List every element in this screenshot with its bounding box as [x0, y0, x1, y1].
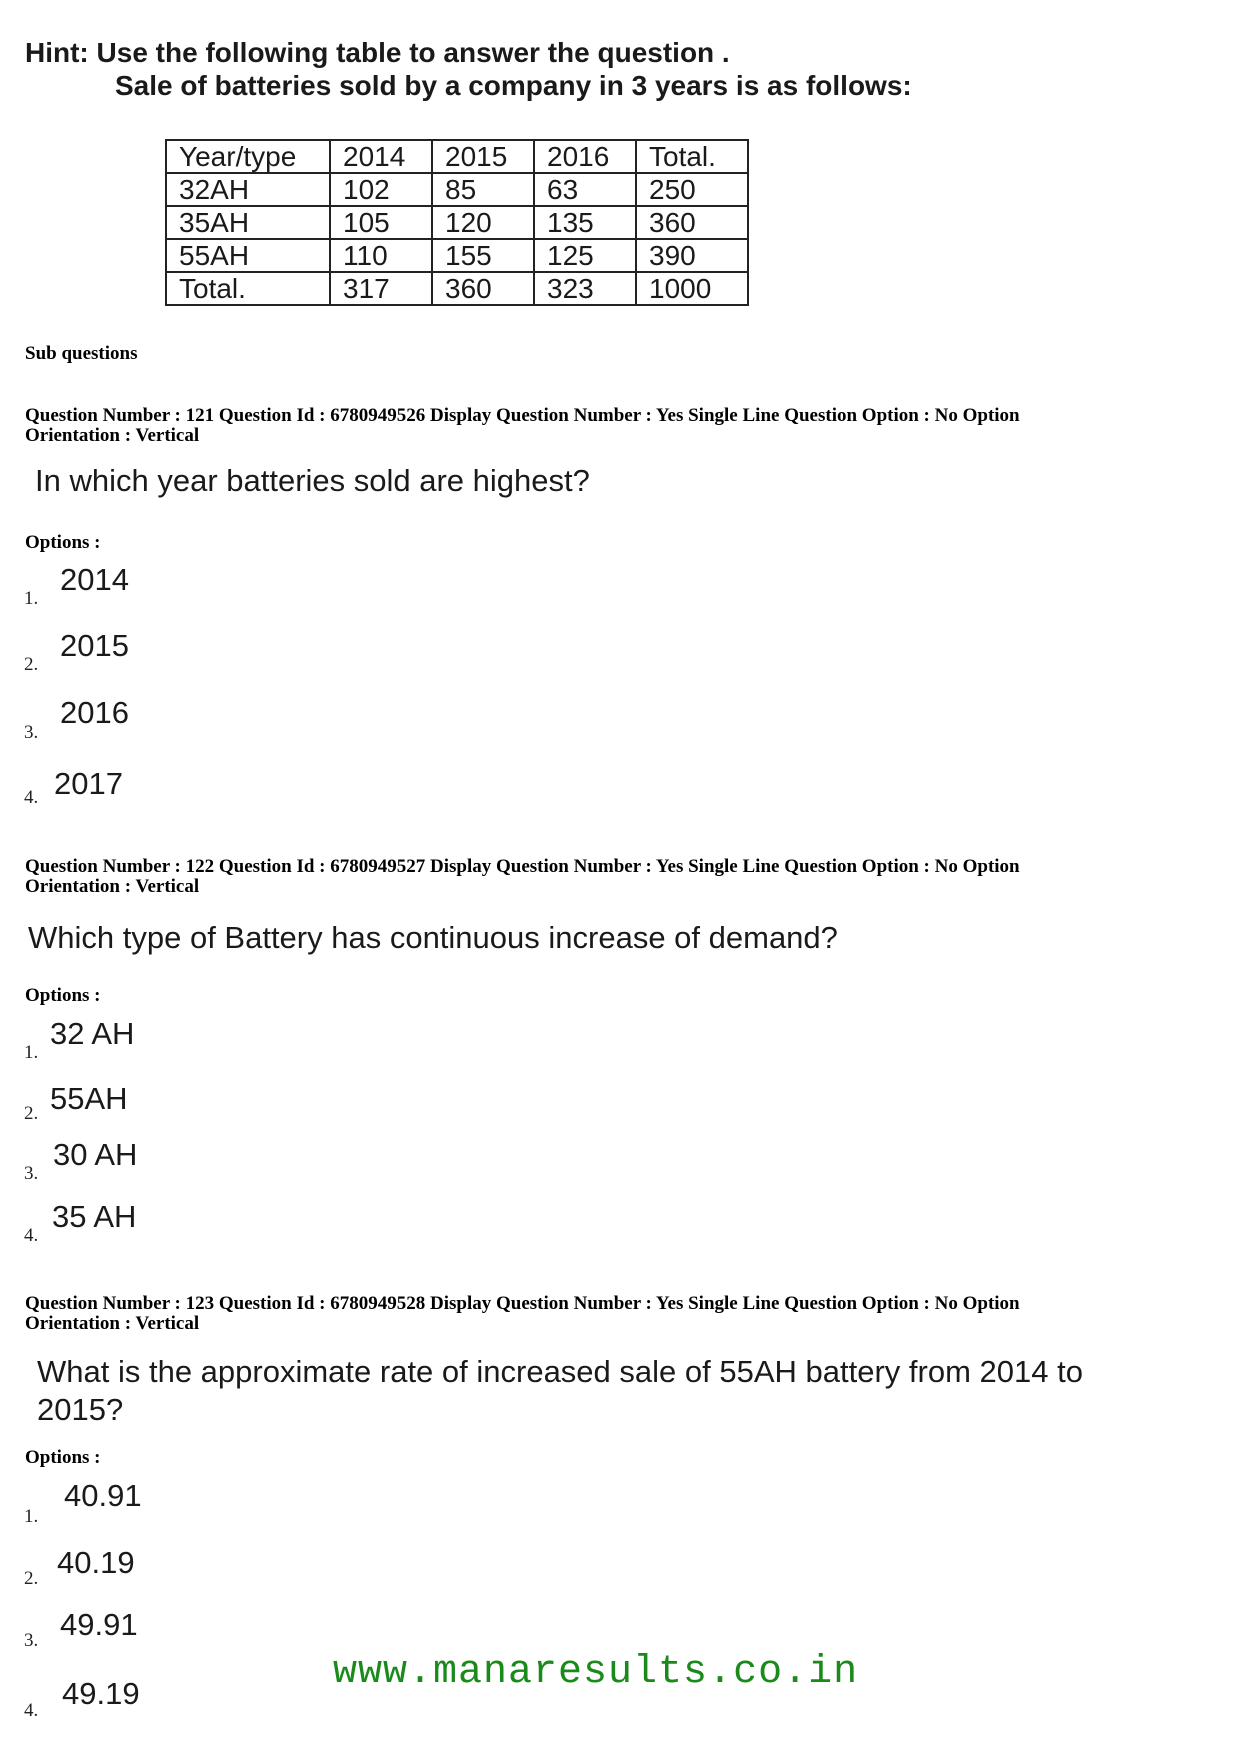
- table-row: [166, 272, 748, 305]
- options-label: Options :: [25, 532, 101, 553]
- options-label: Options :: [25, 985, 101, 1006]
- table-cell: Total.: [166, 272, 330, 305]
- option-number: 3.: [24, 1163, 39, 1184]
- question-meta-line-1: Question Number : 121 Question Id : 6780949526 Display Question Number : Yes Single Line Question Option : No Option: [25, 405, 1020, 426]
- option-number: 4.: [24, 787, 39, 808]
- option-number: 2.: [24, 654, 39, 675]
- hint-line-1: Hint: Use the following table to answer the question .: [25, 37, 730, 68]
- question-meta-line-2: Orientation : Vertical: [25, 1313, 200, 1334]
- option-value[interactable]: 30 AH: [53, 1137, 138, 1172]
- table-cell: 55AH: [166, 239, 330, 272]
- question-meta-line-1: Question Number : 123 Question Id : 6780949528 Display Question Number : Yes Single Line Question Option : No Option: [25, 1293, 1020, 1314]
- table-header-cell: Year/type: [166, 140, 330, 173]
- option-value[interactable]: 35 AH: [52, 1199, 137, 1234]
- option-number: 2.: [24, 1103, 39, 1124]
- question-text: Which type of Battery has continuous increase of demand?: [28, 920, 838, 955]
- hint-line-2: Sale of batteries sold by a company in 3 years is as follows:: [115, 70, 912, 101]
- option-value[interactable]: 2016: [60, 695, 129, 730]
- option-value[interactable]: 2017: [54, 766, 123, 801]
- table-cell: 63: [534, 173, 636, 206]
- table-row: [166, 239, 748, 272]
- table-cell: 135: [534, 206, 636, 239]
- option-value[interactable]: 40.91: [64, 1478, 142, 1513]
- option-value[interactable]: 49.19: [62, 1676, 140, 1711]
- table-cell: 35AH: [166, 206, 330, 239]
- option-value[interactable]: 49.91: [60, 1607, 138, 1642]
- question-meta-line-1: Question Number : 122 Question Id : 6780949527 Display Question Number : Yes Single Line Question Option : No Option: [25, 856, 1020, 877]
- table-cell: 250: [636, 173, 748, 206]
- website-watermark: www.manaresults.co.in: [333, 1650, 859, 1695]
- table-row: [166, 206, 748, 239]
- table-cell: 110: [330, 239, 432, 272]
- table-cell: 360: [432, 272, 534, 305]
- question-meta-line-2: Orientation : Vertical: [25, 876, 200, 897]
- option-number: 1.: [24, 588, 39, 609]
- table-cell: 1000: [636, 272, 748, 305]
- sub-questions-label: Sub questions: [25, 343, 138, 364]
- option-number: 1.: [24, 1042, 39, 1063]
- options-label: Options :: [25, 1447, 101, 1468]
- table-cell: 32AH: [166, 173, 330, 206]
- table-cell: 120: [432, 206, 534, 239]
- question-text: In which year batteries sold are highest?: [35, 463, 590, 498]
- table-cell: 102: [330, 173, 432, 206]
- option-number: 1.: [24, 1506, 39, 1527]
- table-row: [166, 173, 748, 206]
- table-header-cell: 2016: [534, 140, 636, 173]
- table-cell: 155: [432, 239, 534, 272]
- option-number: 4.: [24, 1225, 39, 1246]
- option-number: 3.: [24, 722, 39, 743]
- table-header-cell: Total.: [636, 140, 748, 173]
- option-value[interactable]: 32 AH: [50, 1016, 135, 1051]
- table-header-row: [166, 140, 748, 173]
- option-value[interactable]: 55AH: [50, 1081, 128, 1116]
- option-value[interactable]: 2014: [60, 562, 129, 597]
- option-value[interactable]: 2015: [60, 628, 129, 663]
- battery-sales-table: [165, 139, 749, 306]
- option-number: 4.: [24, 1700, 39, 1721]
- option-number: 2.: [24, 1568, 39, 1589]
- table-header-cell: 2014: [330, 140, 432, 173]
- table-cell: 390: [636, 239, 748, 272]
- option-value[interactable]: 40.19: [57, 1545, 135, 1580]
- table-cell: 360: [636, 206, 748, 239]
- question-meta-line-2: Orientation : Vertical: [25, 425, 200, 446]
- table-cell: 85: [432, 173, 534, 206]
- option-number: 3.: [24, 1630, 39, 1651]
- table-header-cell: 2015: [432, 140, 534, 173]
- table-cell: 323: [534, 272, 636, 305]
- question-text-line-2: 2015?: [37, 1392, 124, 1427]
- question-text-line-1: What is the approximate rate of increased sale of 55AH battery from 2014 to: [37, 1354, 1083, 1389]
- table-cell: 317: [330, 272, 432, 305]
- table-cell: 105: [330, 206, 432, 239]
- table-cell: 125: [534, 239, 636, 272]
